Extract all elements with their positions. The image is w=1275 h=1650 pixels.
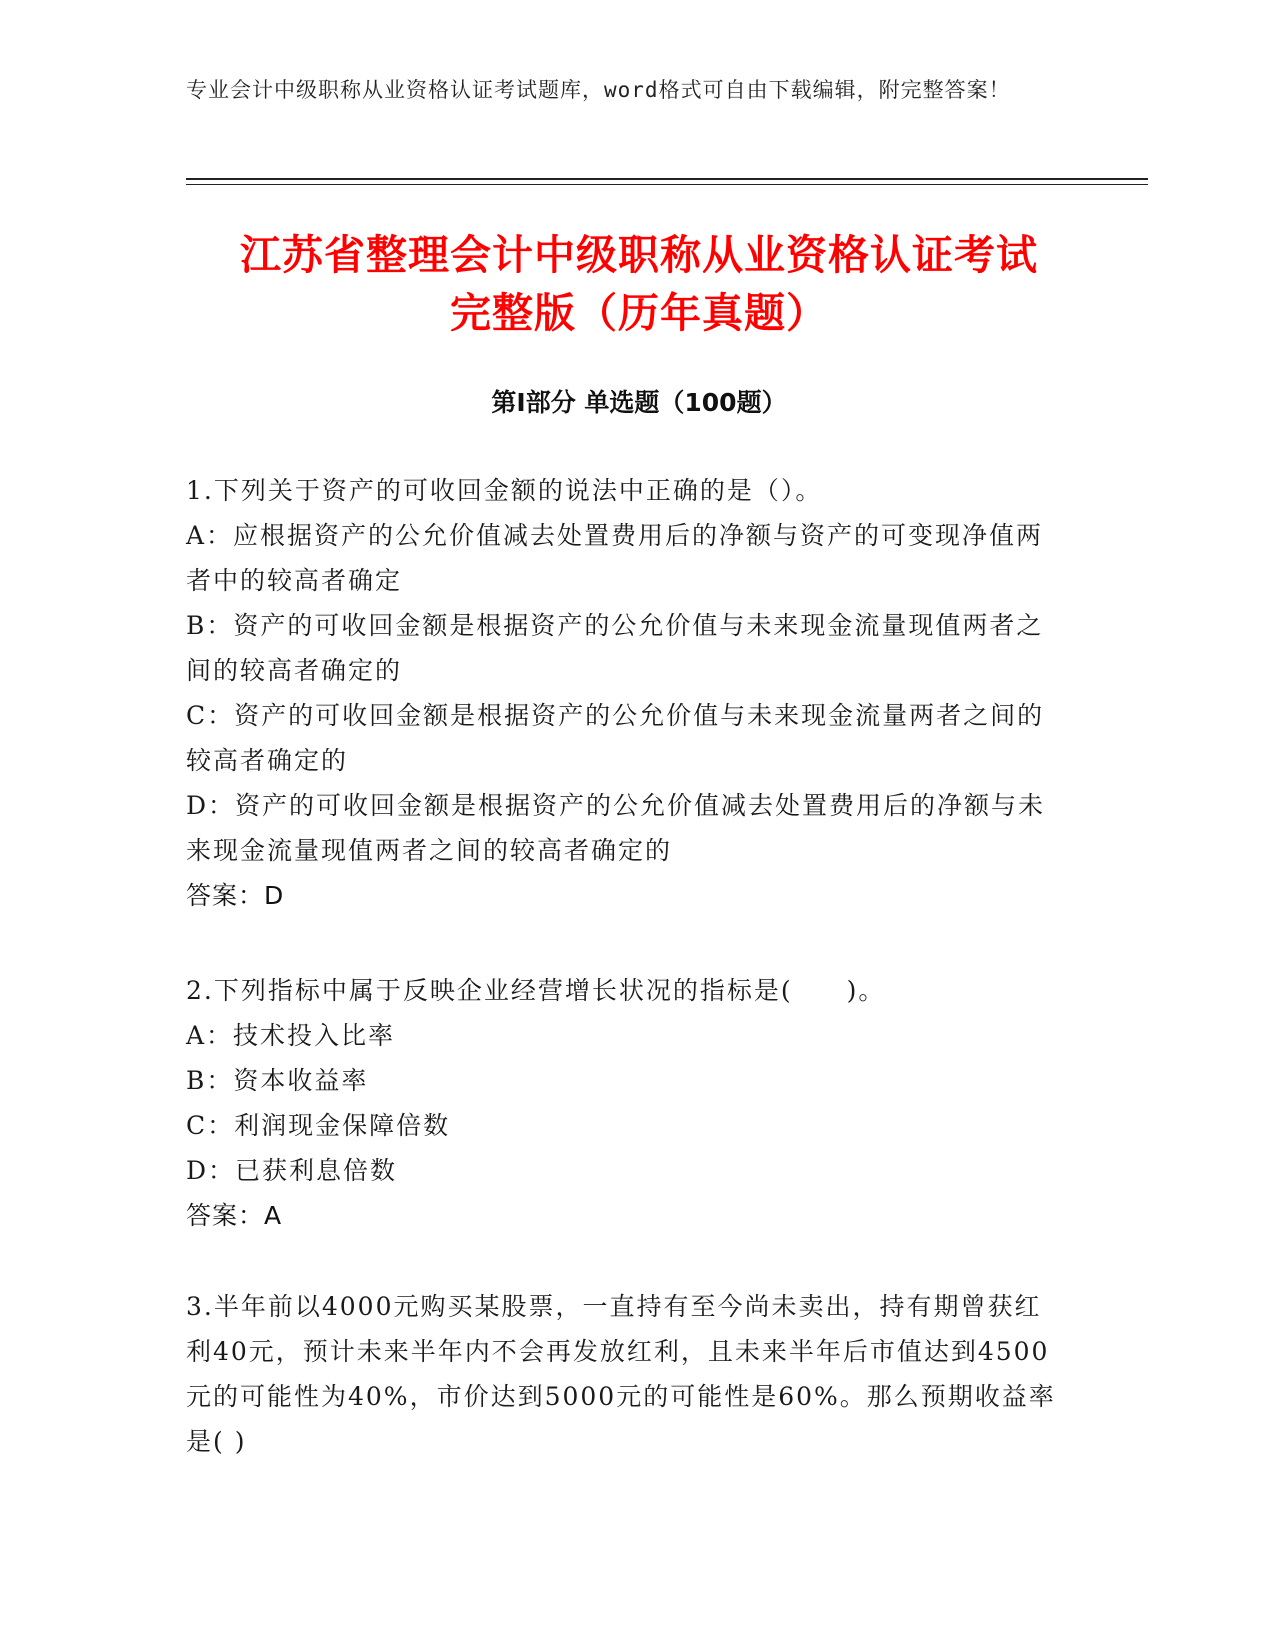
answer: 答案：A — [186, 1201, 283, 1230]
question-stem: 2.下列指标中属于反映企业经营增长状况的指标是( )。 — [186, 976, 886, 1005]
option-c: C：利润现金保障倍数 — [186, 1111, 451, 1140]
question-stem: 1.下列关于资产的可收回金额的说法中正确的是（）。 — [186, 476, 823, 505]
option-a: A：应根据资产的公允价值减去处置费用后的净额与资产的可变现净值两者中的较高者确定 — [186, 521, 1044, 595]
question-3 — [186, 1284, 1066, 1464]
option-b: B：资本收益率 — [186, 1066, 369, 1095]
header-note: 专业会计中级职称从业资格认证考试题库，word格式可自由下载编辑，附完整答案！ — [186, 78, 1011, 102]
title-line-1: 江苏省整理会计中级职称从业资格认证考试 — [240, 231, 1038, 279]
option-a: A：技术投入比率 — [186, 1021, 396, 1050]
option-b: B：资产的可收回金额是根据资产的公允价值与未来现金流量现值两者之间的较高者确定的 — [186, 611, 1044, 685]
option-c: C：资产的可收回金额是根据资产的公允价值与未来现金流量两者之间的较高者确定的 — [186, 701, 1045, 775]
section-heading: 第I部分 单选题（100题） — [491, 388, 787, 417]
question-stem: 3.半年前以4000元购买某股票，一直持有至今尚未卖出，持有期曾获红利40元，预计未来半年内不会再发放红利，且未来半年后市值达到4500元的可能性为40%，市价达到5000元的可能性是60%。那么预期收益率是( ) — [186, 1292, 1056, 1456]
answer: 答案：D — [186, 881, 285, 910]
option-d: D：资产的可收回金额是根据资产的公允价值减去处置费用后的净额与未来现金流量现值两者之间的较高者确定的 — [186, 791, 1046, 865]
title-line-2: 完整版（历年真题） — [450, 289, 828, 337]
document-title — [186, 226, 1092, 342]
question-2 — [186, 968, 1066, 1238]
option-d: D：已获利息倍数 — [186, 1156, 398, 1185]
header-divider-thick — [186, 178, 1148, 180]
question-1 — [186, 468, 1066, 918]
header-divider-thin — [186, 184, 1148, 185]
